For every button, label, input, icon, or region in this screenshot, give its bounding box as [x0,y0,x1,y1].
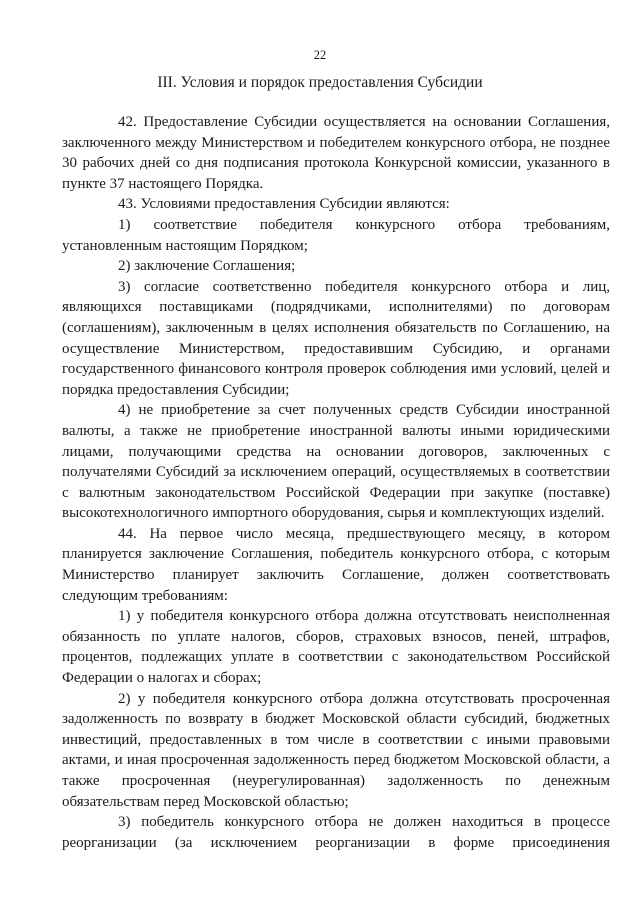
paragraph-43-item-1: 1) соответствие победителя конкурсного отбора требованиям, установленным настоящим Порядком; [62,216,610,254]
paragraph-44-item-2: 2) у победителя конкурсного отбора должна отсутствовать просроченная задолженность по возврату в бюджет Московской области субсидий, бюджетных инвестиций, предоставленных в том числе в соответствии с иными правовыми актами, и иная просроченная задолженность перед бюджетом Московской области, а также просроченная (неурегулированная) задолженность по денежным обязательствам перед Московской областью; [62,690,610,810]
page-number: 22 [313,48,327,62]
paragraph-43: 43. Условиями предоставления Субсидии являются: [118,196,450,213]
paragraph-44-item-3: 3) победитель конкурсного отбора не должен находиться в процессе реорганизации (за исключением реорганизации в форме присоединения [62,814,610,851]
paragraph-44: 44. На первое число месяца, предшествующего месяцу, в котором планируется заключение Соглашения, победитель конкурсного отбора, с которым Министерство планирует заключить Соглашение, должен соответствовать следующим требованиям: [62,525,610,604]
section-title: III. Условия и порядок предоставления Субсидии [157,74,483,91]
paragraph-43-item-3: 3) согласие соответственно победителя конкурсного отбора и лиц, являющихся поставщиками (подрядчиками, исполнителями) по договорам (соглашениям), заключенным в целях исполнения обязательств по Соглашению, на осуществление Министерством, предоставившим Субсидию, и органами государственного финансового контроля проверок соблюдения ими условий, целей и порядка предоставления Субсидии; [62,278,610,398]
paragraph-43-item-4: 4) не приобретение за счет полученных средств Субсидии иностранной валюты, а также не приобретение иностранной валюты иными юридическими лицами, получающими средства на основании договоров, заключенных с получателями Субсидий за исключением операций, осуществляемых в соответствии с валютным законодательством Российской Федерации при закупке (поставке) высокотехнологичного импортного оборудования, сырья и комплектующих изделий. [62,402,610,522]
paragraph-42: 42. Предоставление Субсидии осуществляется на основании Соглашения, заключенного между Министерством и победителем конкурсного отбора, не позднее 30 рабочих дней со дня подписания протокола Конкурсной комиссии, указанного в пункте 37 настоящего Порядка. [62,114,610,192]
paragraph-44-item-1: 1) у победителя конкурсного отбора должна отсутствовать неисполненная обязанность по уплате налогов, сборов, страховых взносов, пеней, штрафов, процентов, подлежащих уплате в соответствии с законодательством Российской Федерации о налогах и сборах; [62,608,610,687]
paragraph-43-item-2: 2) заключение Соглашения; [118,258,296,275]
body-text [62,112,610,853]
